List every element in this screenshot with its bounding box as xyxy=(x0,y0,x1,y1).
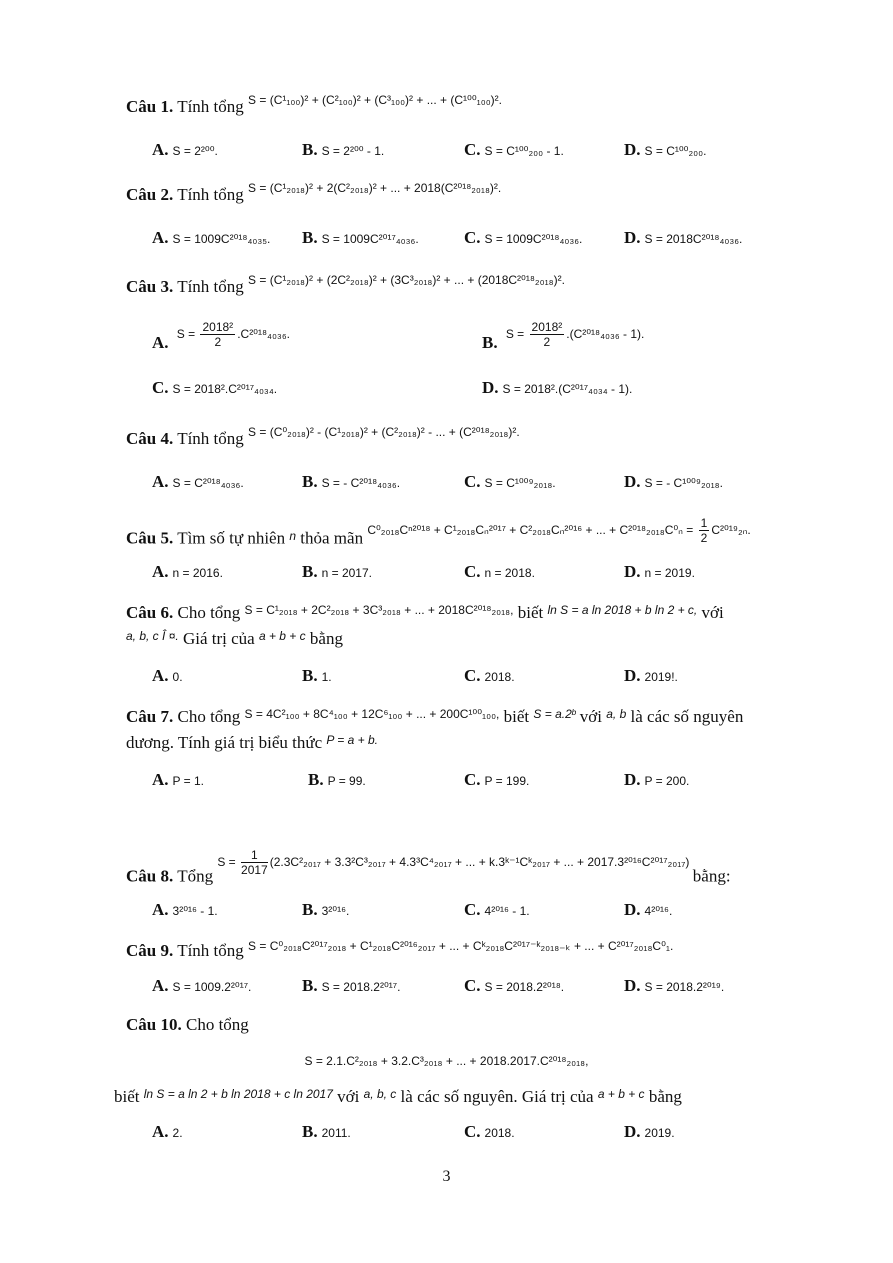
question-formula-3: a, b, c xyxy=(363,1087,397,1101)
question-formula: C⁰₂₀₁₈Cⁿ²⁰¹⁸ + C¹₂₀₁₈Cₙ²⁰¹⁷ + C²₂₀₁₈Cₙ²⁰¹⁶ + ... + C²⁰¹⁸₂₀₁₈C⁰ₙ = 1 2 C²⁰¹⁹₂ₙ. xyxy=(367,516,751,545)
question-formula-3: a, b xyxy=(606,707,627,721)
option-b[interactable]: B. P = 99. xyxy=(308,770,366,789)
question-text: Tổng xyxy=(177,866,214,886)
question-9 xyxy=(126,940,807,963)
question-formula-3: a, b, c Î ¤. xyxy=(126,629,179,643)
options-2 xyxy=(152,228,807,250)
question-10-formula: S = 2.1.C²₂₀₁₈ + 3.2.C³₂₀₁₈ + ... + 2018.2017.C²⁰¹⁸₂₀₁₈, xyxy=(304,1054,589,1068)
option-c[interactable]: C. 2018. xyxy=(464,666,515,685)
option-d[interactable]: D. S = - C¹⁰⁰⁹₂₀₁₈. xyxy=(624,472,723,491)
question-formula: S = (C¹₁₀₀)² + (C²₁₀₀)² + (C³₁₀₀)² + ... + (C¹⁰⁰₁₀₀)². xyxy=(248,93,503,107)
option-b[interactable]: B. $^{S = \frac{\text{2018²}}{2} .(C^{2018}_{4036} - 1).}$ xyxy=(482,320,645,352)
question-10-line2 xyxy=(114,1086,807,1109)
option-c[interactable]: C. n = 2018. xyxy=(464,562,535,581)
question-2 xyxy=(126,181,807,207)
question-label: Câu 3. xyxy=(126,277,174,296)
option-a[interactable]: A. P = 1. xyxy=(152,770,205,789)
question-formula-2: ln S = a ln 2 + b ln 2018 + c ln 2017 xyxy=(143,1087,333,1101)
question-7 xyxy=(126,706,807,729)
option-b[interactable]: B. S = 2²⁰⁰ - 1. xyxy=(302,140,385,159)
question-text-4: là các số nguyên xyxy=(630,707,744,726)
question-label: Câu 10. xyxy=(126,1015,182,1034)
option-a[interactable]: A. 2. xyxy=(152,1122,183,1141)
question-label: Câu 7. xyxy=(126,707,174,726)
question-formula-4: a + b + c xyxy=(597,1087,645,1101)
question-formula: S = 4C²₁₀₀ + 8C⁴₁₀₀ + 12C⁶₁₀₀ + ... + 200C¹⁰⁰₁₀₀, xyxy=(244,707,500,721)
option-d[interactable]: D. S = 2018².(C²⁰¹⁷₄₀₃₄ - 1). xyxy=(482,378,633,397)
question-text: Tính tổng xyxy=(177,941,244,960)
question-10 xyxy=(126,1014,807,1036)
option-b[interactable]: B. n = 2017. xyxy=(302,562,372,581)
question-formula: S = (C¹₂₀₁₈)² + 2(C²₂₀₁₈)² + ... + 2018(C²⁰¹⁸₂₀₁₈)². xyxy=(248,181,502,195)
option-a[interactable]: A. S = 1009.2²⁰¹⁷. xyxy=(152,976,252,995)
question-text-4: Giá trị của xyxy=(182,629,255,648)
options-9 xyxy=(152,976,807,998)
options-10 xyxy=(152,1122,807,1144)
question-formula: S = (C⁰₂₀₁₈)² - (C¹₂₀₁₈)² + (C²₂₀₁₈)² - ... + (C²⁰¹⁸₂₀₁₈)². xyxy=(248,425,520,439)
options-3-row1 xyxy=(152,322,807,356)
option-a[interactable]: A. n = 2016. xyxy=(152,562,223,581)
question-label: Câu 9. xyxy=(126,941,174,960)
option-d[interactable]: D. P = 200. xyxy=(624,770,690,789)
question-text: Tính tổng xyxy=(177,277,244,296)
question-text-5: dương. Tính giá trị biểu thức xyxy=(126,733,323,752)
options-5 xyxy=(152,562,807,584)
options-8 xyxy=(152,900,807,922)
question-label: Câu 8. xyxy=(126,866,174,886)
option-c[interactable]: C. S = 1009C²⁰¹⁸₄₀₃₆. xyxy=(464,228,583,247)
option-d[interactable]: D. n = 2019. xyxy=(624,562,695,581)
option-c[interactable]: C. S = C¹⁰⁰₂₀₀ - 1. xyxy=(464,140,564,159)
option-d[interactable]: D. S = C¹⁰⁰₂₀₀. xyxy=(624,140,707,159)
question-text-2: biết xyxy=(114,1087,140,1106)
question-formula: S = C¹₂₀₁₈ + 2C²₂₀₁₈ + 3C³₂₀₁₈ + ... + 2018C²⁰¹⁸₂₀₁₈, xyxy=(244,603,514,617)
question-text-5: bằng xyxy=(309,629,343,648)
option-c[interactable]: C. S = C¹⁰⁰⁹₂₀₁₈. xyxy=(464,472,556,491)
option-a[interactable]: A. 3²⁰¹⁶ - 1. xyxy=(152,900,218,919)
question-formula: S = 1 2017 (2.3C²₂₀₁₇ + 3.3²C³₂₀₁₇ + 4.3³C⁴₂₀₁₇ + ... + k.3ᵏ⁻¹Cᵏ₂₀₁₇ + ... + 2017.3²⁰¹⁶C²⁰¹⁷₂₀₁₇) xyxy=(217,848,690,877)
question-label: Câu 2. xyxy=(126,185,174,204)
option-c[interactable]: C. S = 2018².C²⁰¹⁷₄₀₃₄. xyxy=(152,378,278,397)
question-text: Tính tổng xyxy=(177,185,244,204)
option-a[interactable]: A. $^{S = \frac{\text{2018²}}{2} .C^{2018}_{4036}.}$ xyxy=(152,320,290,352)
question-text-2: biết xyxy=(503,707,530,726)
options-6 xyxy=(152,666,807,688)
question-text: Cho tổng xyxy=(177,707,241,726)
question-formula-2: S = a.2ᵇ xyxy=(533,707,576,721)
question-label: Câu 6. xyxy=(126,603,174,622)
option-c[interactable]: C. 2018. xyxy=(464,1122,515,1141)
option-d[interactable]: D. S = 2018.2²⁰¹⁹. xyxy=(624,976,725,995)
question-text-5: bằng xyxy=(648,1087,682,1106)
options-4 xyxy=(152,472,807,494)
option-c[interactable]: C. S = 2018.2²⁰¹⁸. xyxy=(464,976,565,995)
option-a[interactable]: A. S = 1009C²⁰¹⁸₄₀₃₅. xyxy=(152,228,271,247)
question-formula-4: a + b + c xyxy=(258,629,306,643)
question-text-3: với xyxy=(337,1087,360,1106)
question-text-3: với xyxy=(579,707,602,726)
option-b[interactable]: B. 1. xyxy=(302,666,332,685)
question-1 xyxy=(126,93,807,119)
option-a[interactable]: A. S = 2²⁰⁰. xyxy=(152,140,218,159)
option-d[interactable]: D. 4²⁰¹⁶. xyxy=(624,900,673,919)
question-text-4: là các số nguyên. Giá trị của xyxy=(400,1087,594,1106)
question-text-2: biết xyxy=(517,603,544,622)
question-label: Câu 4. xyxy=(126,429,174,448)
question-3 xyxy=(126,273,807,299)
option-b[interactable]: B. S = 1009C²⁰¹⁷₄₀₃₆. xyxy=(302,228,419,247)
option-d[interactable]: D. 2019!. xyxy=(624,666,678,685)
option-a[interactable]: A. 0. xyxy=(152,666,183,685)
question-formula-4: P = a + b. xyxy=(326,733,378,747)
question-6-line2 xyxy=(126,628,807,651)
question-text-3: với xyxy=(701,603,724,622)
option-b[interactable]: B. 2011. xyxy=(302,1122,351,1141)
question-label: Câu 1. xyxy=(126,97,174,116)
options-1 xyxy=(152,140,807,162)
option-d[interactable]: D. 2019. xyxy=(624,1122,675,1141)
question-formula: S = C⁰₂₀₁₈C²⁰¹⁷₂₀₁₈ + C¹₂₀₁₈C²⁰¹⁶₂₀₁₇ + ... + Cᵏ₂₀₁₈C²⁰¹⁷⁻ᵏ₂₀₁₈₋ₖ + ... + C²⁰¹⁷₂₀₁₈C⁰₁. xyxy=(248,939,674,953)
page-number: 3 xyxy=(442,1168,451,1185)
question-text: Cho tổng xyxy=(185,1015,249,1034)
question-text: Cho tổng xyxy=(177,603,241,622)
option-b[interactable]: B. S = - C²⁰¹⁸₄₀₃₆. xyxy=(302,472,401,491)
question-4 xyxy=(126,425,807,451)
question-text: Tính tổng xyxy=(177,97,244,116)
question-formula: S = (C¹₂₀₁₈)² + (2C²₂₀₁₈)² + (3C³₂₀₁₈)² + ... + (2018C²⁰¹⁸₂₀₁₈)². xyxy=(248,273,565,287)
question-5 xyxy=(126,516,807,555)
question-6 xyxy=(126,602,807,625)
option-c[interactable]: C. P = 199. xyxy=(464,770,530,789)
question-formula-2: ln S = a ln 2018 + b ln 2 + c, xyxy=(547,603,698,617)
option-b[interactable]: B. 3²⁰¹⁶. xyxy=(302,900,350,919)
question-text-2: thỏa mãn xyxy=(300,528,364,548)
options-7 xyxy=(152,770,807,792)
option-d[interactable]: D. S = 2018C²⁰¹⁸₄₀₃₆. xyxy=(624,228,743,247)
question-var: n xyxy=(289,528,297,543)
options-3-row2 xyxy=(152,378,807,400)
question-text-2: bằng: xyxy=(692,866,731,886)
question-text: Tìm số tự nhiên xyxy=(177,528,286,548)
option-a[interactable]: A. S = C²⁰¹⁸₄₀₃₆. xyxy=(152,472,244,491)
question-label: Câu 5. xyxy=(126,528,174,548)
question-text: Tính tổng xyxy=(177,429,244,448)
question-7-line2 xyxy=(126,732,807,755)
option-b[interactable]: B. S = 2018.2²⁰¹⁷. xyxy=(302,976,401,995)
option-c[interactable]: C. 4²⁰¹⁶ - 1. xyxy=(464,900,530,919)
